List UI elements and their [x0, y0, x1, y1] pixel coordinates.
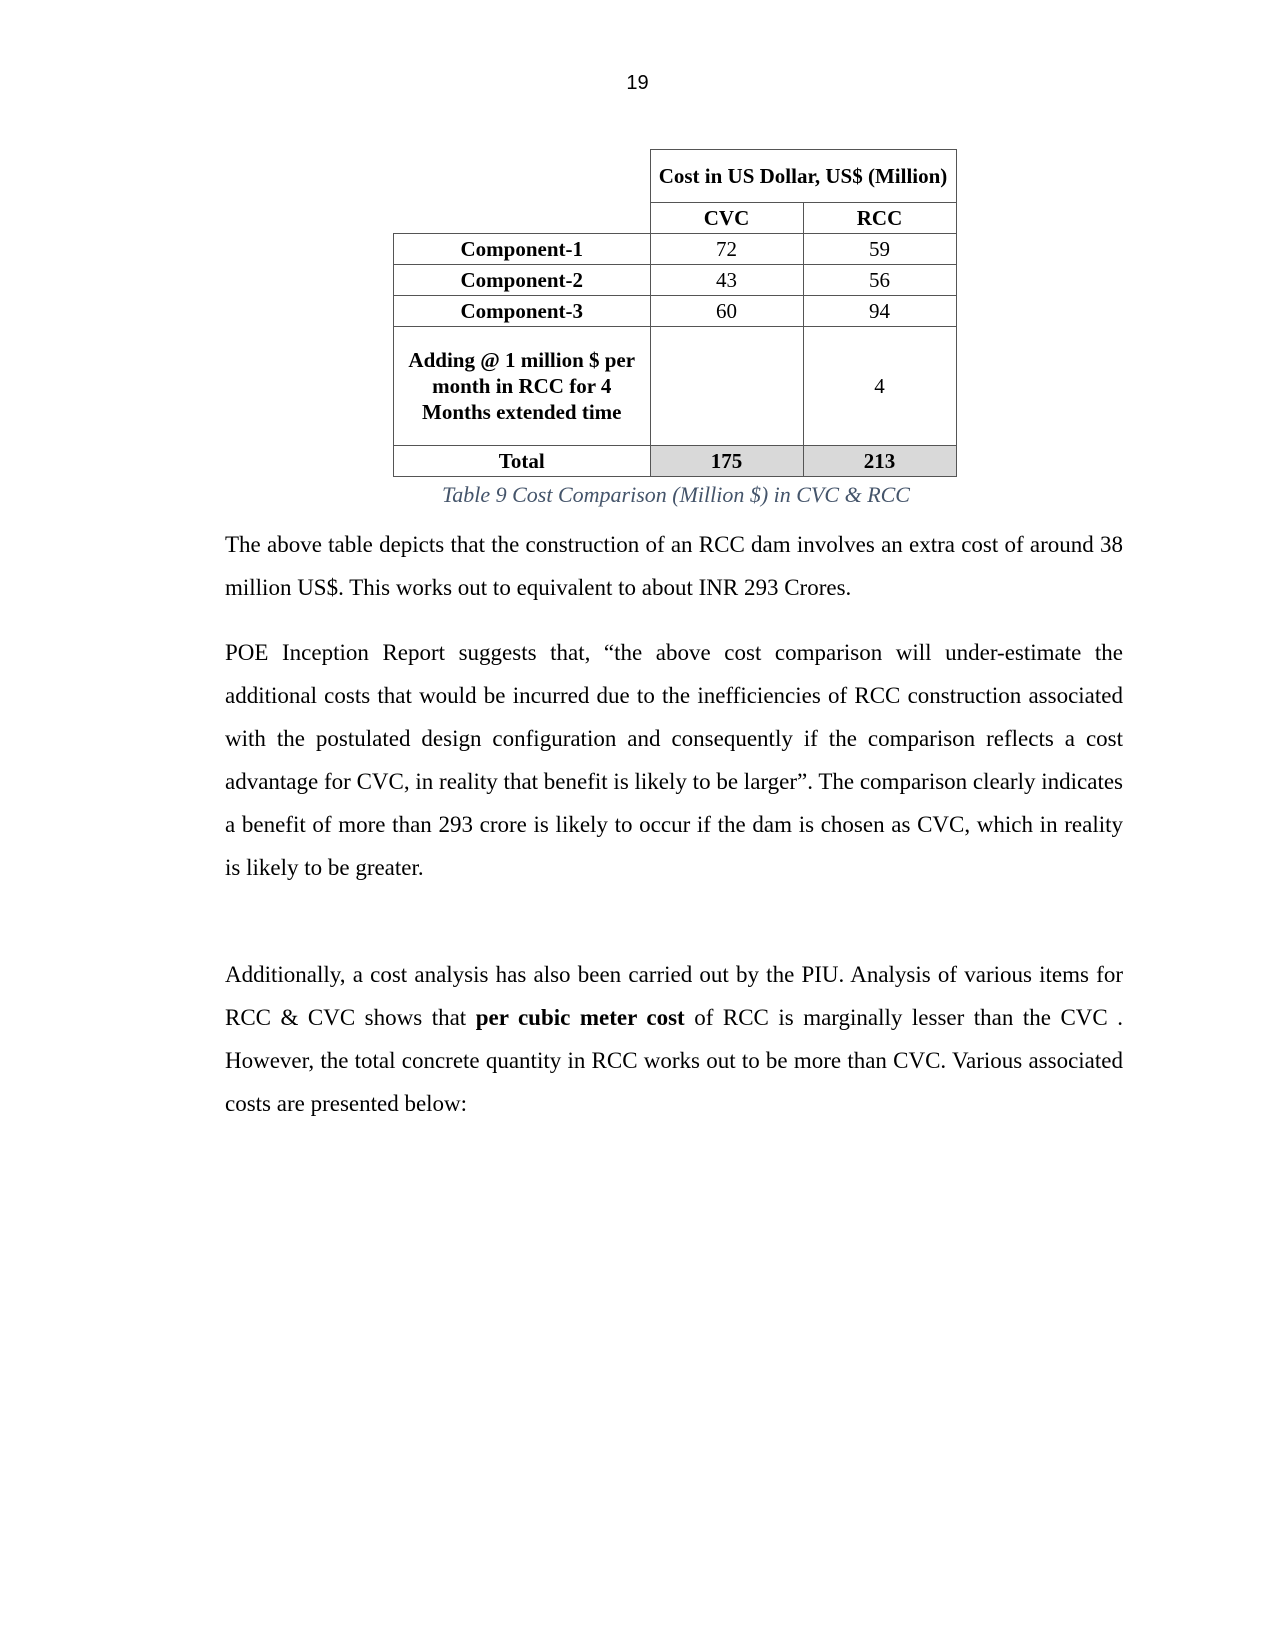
- total-cvc: 175: [650, 446, 803, 477]
- table-row: [394, 296, 957, 327]
- cost-comparison-table: [393, 149, 957, 477]
- rcc-value: 94: [803, 296, 956, 327]
- header-cost-usd: Cost in US Dollar, US$ (Million): [650, 150, 956, 203]
- table-row: [394, 265, 957, 296]
- cvc-value: 72: [650, 234, 803, 265]
- row-label: Component-2: [394, 265, 651, 296]
- header-rcc: RCC: [803, 203, 956, 234]
- row-label: Component-3: [394, 296, 651, 327]
- table-total-row: [394, 446, 957, 477]
- paragraph-text: Additionally, a cost analysis has also been carried out by the PIU. Analysis of various items for RCC & CVC shows that: [225, 962, 1123, 1030]
- bold-phrase: per cubic meter cost: [475, 1005, 685, 1030]
- table-header-row: [394, 150, 957, 203]
- table-corner-blank: [394, 150, 651, 234]
- rcc-value: 4: [803, 327, 956, 446]
- row-label: Adding @ 1 million $ per month in RCC for 4 Months extended time: [394, 327, 651, 446]
- paragraph-text: of RCC is marginally lesser than the CVC . However, the total concrete quantity in RCC works out to be more than CVC. Various associated costs are presented below:: [225, 1005, 1123, 1116]
- cvc-value: 60: [650, 296, 803, 327]
- table-row: [394, 234, 957, 265]
- total-rcc: 213: [803, 446, 956, 477]
- paragraph-extra-cost: The above table depicts that the construction of an RCC dam involves an extra cost of around 38 million US$. This works out to equivalent to about INR 293 Crores.: [225, 532, 1123, 600]
- rcc-value: 59: [803, 234, 956, 265]
- row-label: Component-1: [394, 234, 651, 265]
- table-row: [394, 327, 957, 446]
- cvc-value: 43: [650, 265, 803, 296]
- rcc-value: 56: [803, 265, 956, 296]
- total-label: Total: [394, 446, 651, 477]
- table-caption: Table 9 Cost Comparison (Million $) in CVC & RCC: [442, 482, 910, 507]
- header-cvc: CVC: [650, 203, 803, 234]
- paragraph-poe-report: POE Inception Report suggests that, “the above cost comparison will under-estimate the additional costs that would be incurred due to the inefficiencies of RCC construction associated with the postulated design configuration and consequently if the comparison reflects a cost advantage for CVC, in reality that benefit is likely to be larger”. The comparison clearly indicates a benefit of more than 293 crore is likely to occur if the dam is chosen as CVC, which in reality is likely to be greater.: [225, 640, 1123, 880]
- cvc-value: [650, 327, 803, 446]
- paragraph-piu-analysis: [225, 953, 1123, 1125]
- page-number: 19: [626, 72, 649, 94]
